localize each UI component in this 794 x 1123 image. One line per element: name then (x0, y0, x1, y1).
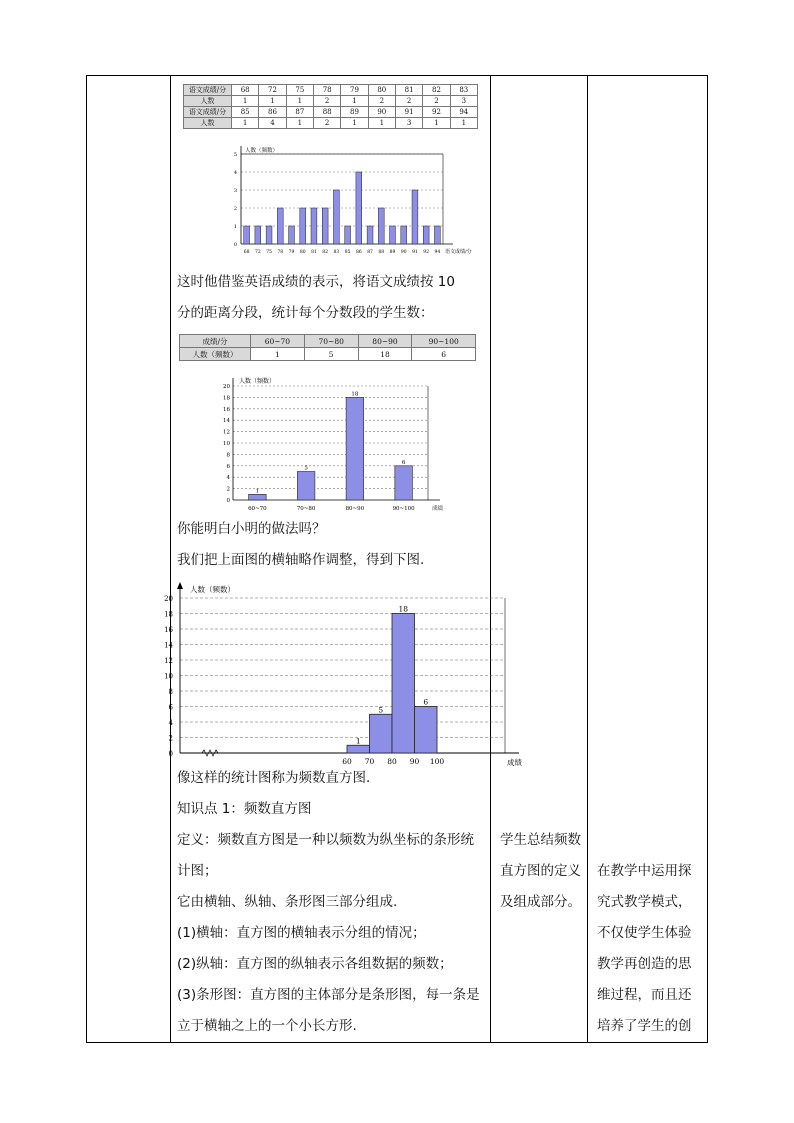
table-cell: 78 (313, 85, 340, 96)
table-cell: 2 (313, 118, 340, 129)
x-tick-label: 60~70 (248, 506, 267, 512)
list-item: 立于横轴之上的一个小长方形. (177, 1018, 357, 1034)
design-note-line: 不仅使学生体验 (597, 925, 692, 941)
table-cell: 2 (423, 96, 450, 107)
paragraph: 分的距离分段，统计每个分数段的学生数： (177, 305, 434, 321)
paragraph: 这时他借鉴英语成绩的表示，将语文成绩按 10 (177, 274, 455, 290)
y-tick-label: 0 (233, 242, 237, 248)
data-label: 1 (255, 488, 260, 495)
table-cell: 75 (286, 85, 313, 96)
table-cell: 92 (423, 107, 450, 118)
table-cell: 2 (395, 96, 422, 107)
bar (346, 397, 364, 500)
bar (297, 472, 315, 501)
x-tick-label: 80 (387, 757, 397, 766)
list-item: (2)纵轴：直方图的纵轴表示各组数据的频数； (177, 956, 453, 972)
bar (395, 466, 413, 500)
table-cell: 1 (259, 96, 286, 107)
y-tick-label: 2 (233, 206, 237, 212)
bar (390, 226, 396, 244)
student-note-line: 直方图的定义 (500, 863, 581, 879)
bar (378, 208, 384, 244)
table-cell: 90 (368, 107, 395, 118)
x-tick-label: 100 (429, 757, 445, 766)
table-cell: 90~100 (412, 335, 476, 348)
bar (300, 208, 306, 244)
y-tick-label: 2 (168, 734, 173, 743)
grouped-bar-chart (213, 372, 473, 512)
column-divider (587, 76, 588, 1042)
bar (266, 226, 272, 244)
content-column (164, 76, 522, 1042)
table-cell: 人数（频数） (180, 348, 251, 361)
x-tick-label: 82 (322, 250, 329, 255)
table-row (180, 335, 476, 348)
y-tick-label: 4 (233, 170, 237, 176)
bar (356, 172, 362, 244)
design-note-line: 维过程，而且还 (597, 987, 692, 1003)
x-tick-label: 79 (288, 250, 295, 255)
list-item: (1)横轴：直方图的横轴表示分组的情况； (177, 925, 426, 941)
table-cell: 6 (412, 348, 476, 361)
paragraph: 像这样的统计图称为频数直方图. (177, 770, 371, 786)
table-cell: 1 (232, 118, 259, 129)
x-tick-label: 78 (277, 250, 284, 255)
bar (367, 226, 373, 244)
data-label: 5 (378, 705, 384, 715)
bar (322, 208, 328, 244)
x-tick-label: 72 (254, 250, 261, 255)
y-tick-label: 3 (233, 188, 237, 194)
y-tick-label: 6 (168, 703, 173, 712)
x-tick-label: 94 (434, 250, 441, 255)
student-activity-column (497, 76, 587, 1042)
bar (423, 226, 429, 244)
bar (249, 494, 267, 500)
x-tick-label: 83 (333, 250, 340, 255)
table-cell: 1 (232, 96, 259, 107)
y-axis-label: 人数（频数） (190, 585, 235, 594)
table-row (184, 85, 478, 96)
x-tick-label: 70~80 (296, 506, 316, 512)
design-note-line: 在教学中运用探 (597, 863, 692, 879)
table-cell: 1 (450, 118, 477, 129)
x-axis-label: 语文成绩/分 (445, 249, 472, 255)
x-tick-label: 86 (355, 250, 362, 255)
column-divider (490, 76, 491, 1042)
list-item: (3)条形图：直方图的主体部分是条形图，每一条是 (177, 987, 480, 1003)
y-tick-label: 8 (226, 452, 230, 459)
x-tick-label: 80~90 (345, 506, 365, 512)
y-tick-label: 14 (164, 641, 173, 650)
y-tick-label: 8 (168, 688, 173, 696)
x-axis-label: 成绩 (507, 758, 522, 767)
x-tick-label: 88 (378, 250, 385, 255)
bar (289, 226, 295, 244)
histogram-bar (415, 707, 438, 754)
y-tick-label: 20 (223, 384, 230, 390)
table-cell: 80 (368, 85, 395, 96)
y-tick-label: 20 (164, 595, 173, 603)
y-tick-label: 10 (164, 672, 173, 681)
bar (277, 208, 283, 244)
bar (401, 226, 407, 244)
table-cell: 91 (395, 107, 422, 118)
table-cell: 86 (259, 107, 286, 118)
bar (244, 226, 250, 244)
table-cell: 1 (341, 96, 368, 107)
table-cell: 68 (232, 85, 259, 96)
table-cell: 18 (358, 348, 412, 361)
table-cell: 79 (341, 85, 368, 96)
data-label: 18 (351, 391, 359, 398)
design-intent-column (594, 76, 706, 1042)
x-tick-label: 80 (299, 250, 306, 255)
table-cell: 语文成绩/分 (184, 85, 232, 96)
lesson-table (86, 75, 708, 1043)
table-cell: 人数 (184, 118, 232, 129)
table-cell: 人数 (184, 96, 232, 107)
y-tick-label: 18 (223, 395, 230, 402)
y-tick-label: 18 (164, 610, 173, 619)
x-tick-label: 90~100 (392, 506, 415, 512)
x-tick-label: 90 (409, 757, 420, 766)
design-note-line: 培养了学生的创 (597, 1018, 692, 1034)
y-axis-label: 人数（频数） (239, 378, 276, 385)
score-bar-chart (213, 144, 472, 264)
y-tick-label: 12 (164, 657, 173, 665)
group-table (179, 334, 476, 361)
x-tick-label: 70 (364, 757, 375, 766)
table-cell: 1 (368, 118, 395, 129)
x-tick-label: 75 (266, 250, 272, 255)
table-cell: 83 (450, 85, 477, 96)
bar (333, 190, 339, 244)
paragraph: 计图； (177, 863, 218, 879)
table-cell: 60~70 (251, 335, 305, 348)
table-row (184, 118, 478, 129)
table-row (184, 96, 478, 107)
x-tick-label: 91 (412, 250, 418, 255)
y-tick-label: 16 (223, 406, 230, 413)
student-note-line: 及组成部分。 (500, 894, 581, 910)
x-tick-label: 92 (423, 250, 430, 255)
x-tick-label: 90 (400, 250, 407, 255)
table-cell: 80~90 (358, 335, 412, 348)
table-cell: 5 (304, 348, 358, 361)
score-table (183, 84, 478, 129)
paragraph: 我们把上面图的横轴略作调整，得到下图. (177, 552, 425, 568)
histogram-bar (392, 614, 415, 754)
table-cell: 2 (313, 96, 340, 107)
table-row (184, 107, 478, 118)
x-tick-label: 85 (344, 250, 351, 255)
table-cell: 1 (286, 118, 313, 129)
table-cell: 1 (286, 96, 313, 107)
y-tick-label: 0 (168, 750, 173, 758)
bar (345, 226, 351, 244)
table-cell: 4 (259, 118, 286, 129)
table-cell: 87 (286, 107, 313, 118)
x-axis-label: 成绩 (432, 506, 444, 512)
table-cell: 94 (450, 107, 477, 118)
table-cell: 语文成绩/分 (184, 107, 232, 118)
data-label: 6 (401, 459, 406, 466)
data-label: 6 (423, 697, 429, 707)
table-cell: 85 (232, 107, 259, 118)
table-cell: 3 (395, 118, 422, 129)
histogram-bar (370, 714, 393, 753)
table-cell: 1 (341, 118, 368, 129)
y-tick-label: 4 (226, 475, 230, 482)
x-tick-label: 87 (367, 250, 373, 255)
design-note-line: 究式教学模式， (597, 894, 692, 910)
x-tick-label: 81 (311, 250, 317, 255)
paragraph: 定义：频数直方图是一种以频数为纵坐标的条形统 (177, 832, 474, 848)
y-tick-label: 1 (233, 224, 237, 230)
design-note-line: 教学再创造的思 (597, 956, 692, 972)
paragraph: 你能明白小明的做法吗？ (177, 521, 326, 537)
y-tick-label: 16 (164, 626, 173, 634)
table-cell: 81 (395, 85, 422, 96)
y-tick-label: 6 (226, 463, 230, 470)
table-cell: 82 (423, 85, 450, 96)
table-cell: 88 (313, 107, 340, 118)
data-label: 18 (398, 604, 409, 614)
bar (412, 190, 418, 244)
y-tick-label: 0 (226, 498, 230, 504)
bar (311, 208, 317, 244)
frequency-histogram (164, 581, 522, 767)
table-cell: 1 (251, 348, 305, 361)
y-tick-label: 14 (223, 418, 230, 425)
data-label: 5 (304, 465, 308, 472)
y-axis-label: 人数（频数） (245, 148, 279, 154)
y-axis-arrow (177, 582, 183, 589)
table-row (180, 348, 476, 361)
y-tick-label: 10 (223, 441, 230, 447)
table-cell: 3 (450, 96, 477, 107)
x-tick-label: 89 (389, 250, 396, 255)
y-tick-label: 2 (226, 486, 230, 493)
bar (255, 226, 261, 244)
paragraph: 它由横轴、纵轴、条形图三部分组成. (177, 894, 398, 910)
y-tick-label: 4 (168, 719, 173, 727)
table-cell: 2 (368, 96, 395, 107)
table-cell: 1 (423, 118, 450, 129)
x-tick-label: 60 (342, 757, 352, 766)
table-cell: 70~80 (304, 335, 358, 348)
x-tick-label: 68 (243, 250, 250, 255)
student-note-line: 学生总结频数 (500, 832, 581, 848)
y-tick-label: 12 (223, 429, 230, 436)
table-cell: 89 (341, 107, 368, 118)
data-label: 1 (355, 736, 361, 746)
knowledge-point-title: 知识点 1：频数直方图 (177, 801, 312, 817)
bar (434, 226, 440, 244)
table-cell: 成绩/分 (180, 335, 251, 348)
table-cell: 72 (259, 85, 286, 96)
y-tick-label: 5 (233, 152, 237, 158)
histogram-bar (347, 745, 370, 753)
